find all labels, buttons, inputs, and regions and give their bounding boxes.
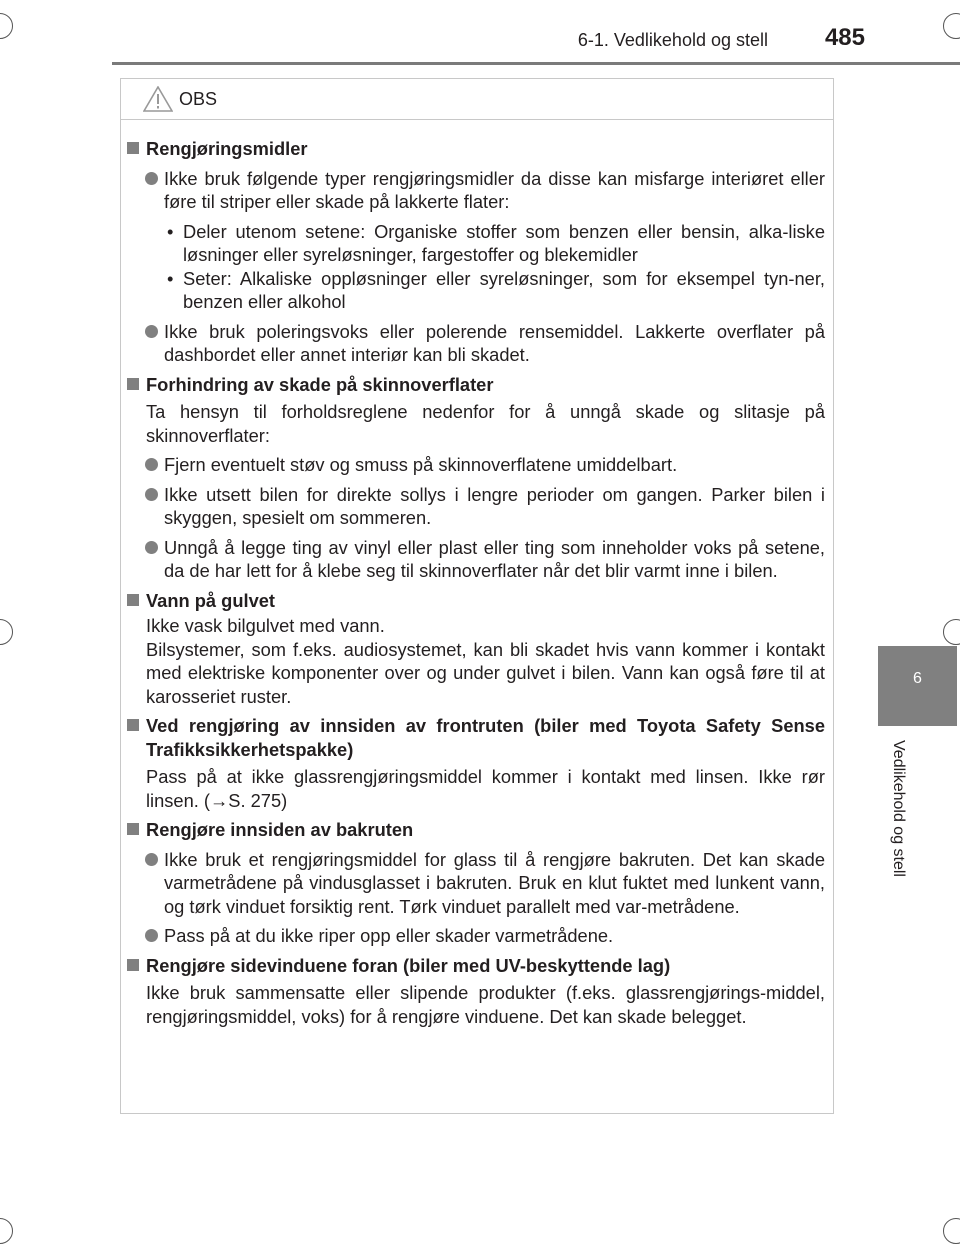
- crop-mark-top-right: [943, 13, 960, 39]
- list-item: Ikke bruk et rengjøringsmiddel for glass til å rengjøre bakruten. Det kan skade varmetrådene på vindusglasset i bakruten. Bruk en klut fuktet med lunkent vann, og tørk vinduet forsiktig rent. Tørk vinduet parallelt med var-metrådene.: [127, 848, 825, 919]
- list-item: Fjern eventuelt støv og smuss på skinnoverflatene umiddelbart.: [127, 453, 825, 477]
- section-heading: Rengjøre innsiden av bakruten: [127, 818, 825, 842]
- paragraph: Ikke bruk sammensatte eller slipende produkter (f.eks. glassrengjørings-middel, rengjøringsmiddel, voks) for å rengjøre vinduene. Det kan skade belegget.: [146, 982, 825, 1027]
- chapter-number: 6: [913, 670, 922, 687]
- page-number: 485: [824, 24, 865, 51]
- section-heading: Rengjøringsmidler: [127, 137, 825, 161]
- circle-bullet-icon: [145, 853, 158, 866]
- circle-bullet-icon: [145, 458, 158, 471]
- list-item: Unngå å legge ting av vinyl eller plast eller ting som inneholder voks på setene, da de har lett for å klebe seg til skinnoverflater når det blir varmt inne i bilen.: [127, 536, 825, 583]
- crop-mark-top-left: [0, 13, 13, 39]
- warning-triangle-icon: [143, 86, 173, 112]
- paragraph: Ikke vask bilgulvet med vann.: [146, 615, 385, 636]
- section-heading: Ved rengjøring av innsiden av frontruten (biler med Toyota Safety Sense Trafikksikkerhetspakke): [127, 714, 825, 761]
- notice-box: [120, 78, 834, 1114]
- crop-mark-bottom-right: [943, 1218, 960, 1244]
- header-rule: [112, 62, 960, 65]
- list-item: • Deler utenom setene: Organiske stoffer som benzen eller bensin, alka-liske løsninger eller syreløsninger, fargestoffer og blekemidler: [167, 220, 825, 265]
- circle-bullet-icon: [145, 541, 158, 554]
- crop-mark-mid-left: [0, 619, 13, 645]
- paragraph: Ta hensyn til forholdsreglene nedenfor for å unngå skade og slitasje på skinnoverflater:: [146, 401, 825, 446]
- square-bullet-icon: [127, 594, 139, 606]
- header-title: 6-1. Vedlikehold og stell: [577, 30, 768, 50]
- notice-content: [127, 131, 825, 1028]
- list-item: Ikke utsett bilen for direkte sollys i lengre perioder om gangen. Parker bilen i skyggen, spesielt om sommeren.: [127, 483, 825, 530]
- list-item: Ikke bruk følgende typer rengjøringsmidler da disse kan misfarge interiøret eller føre til striper eller skade på lakkerte flater:: [127, 167, 825, 214]
- circle-bullet-icon: [145, 929, 158, 942]
- section-heading: Forhindring av skade på skinnoverflater: [127, 373, 825, 397]
- crop-mark-mid-right: [943, 619, 960, 645]
- section-heading: Rengjøre sidevinduene foran (biler med UV-beskyttende lag): [127, 954, 825, 978]
- paragraph: Pass på at ikke glassrengjøringsmiddel kommer i kontakt med linsen. Ikke rør linsen. (→S. 275): [146, 766, 825, 811]
- square-bullet-icon: [127, 719, 139, 731]
- circle-bullet-icon: [145, 325, 158, 338]
- section-heading: Vann på gulvet: [127, 589, 825, 613]
- list-item: • Seter: Alkaliske oppløsninger eller syreløsninger, som for eksempel tyn-ner, benzen eller alkohol: [167, 267, 825, 312]
- chapter-label: Vedlikehold og stell: [890, 740, 907, 877]
- paragraph: Bilsystemer, som f.eks. audiosystemet, kan bli skadet hvis vann kommer i kontakt med elektriske komponenter over og under gulvet i bilen. Vann kan også føre til at karosseriet ruster.: [146, 638, 825, 707]
- chapter-tab: [878, 646, 957, 726]
- list-item: Ikke bruk poleringsvoks eller polerende rensemiddel. Lakkerte overflater på dashbordet eller annet interiør kan bli skadet.: [127, 320, 825, 367]
- crop-mark-bottom-left: [0, 1218, 13, 1244]
- list-item: Pass på at du ikke riper opp eller skader varmetrådene.: [127, 924, 825, 948]
- square-bullet-icon: [127, 142, 139, 154]
- square-bullet-icon: [127, 378, 139, 390]
- notice-header: [121, 79, 833, 120]
- circle-bullet-icon: [145, 172, 158, 185]
- square-bullet-icon: [127, 959, 139, 971]
- circle-bullet-icon: [145, 488, 158, 501]
- square-bullet-icon: [127, 823, 139, 835]
- notice-label: OBS: [179, 88, 218, 109]
